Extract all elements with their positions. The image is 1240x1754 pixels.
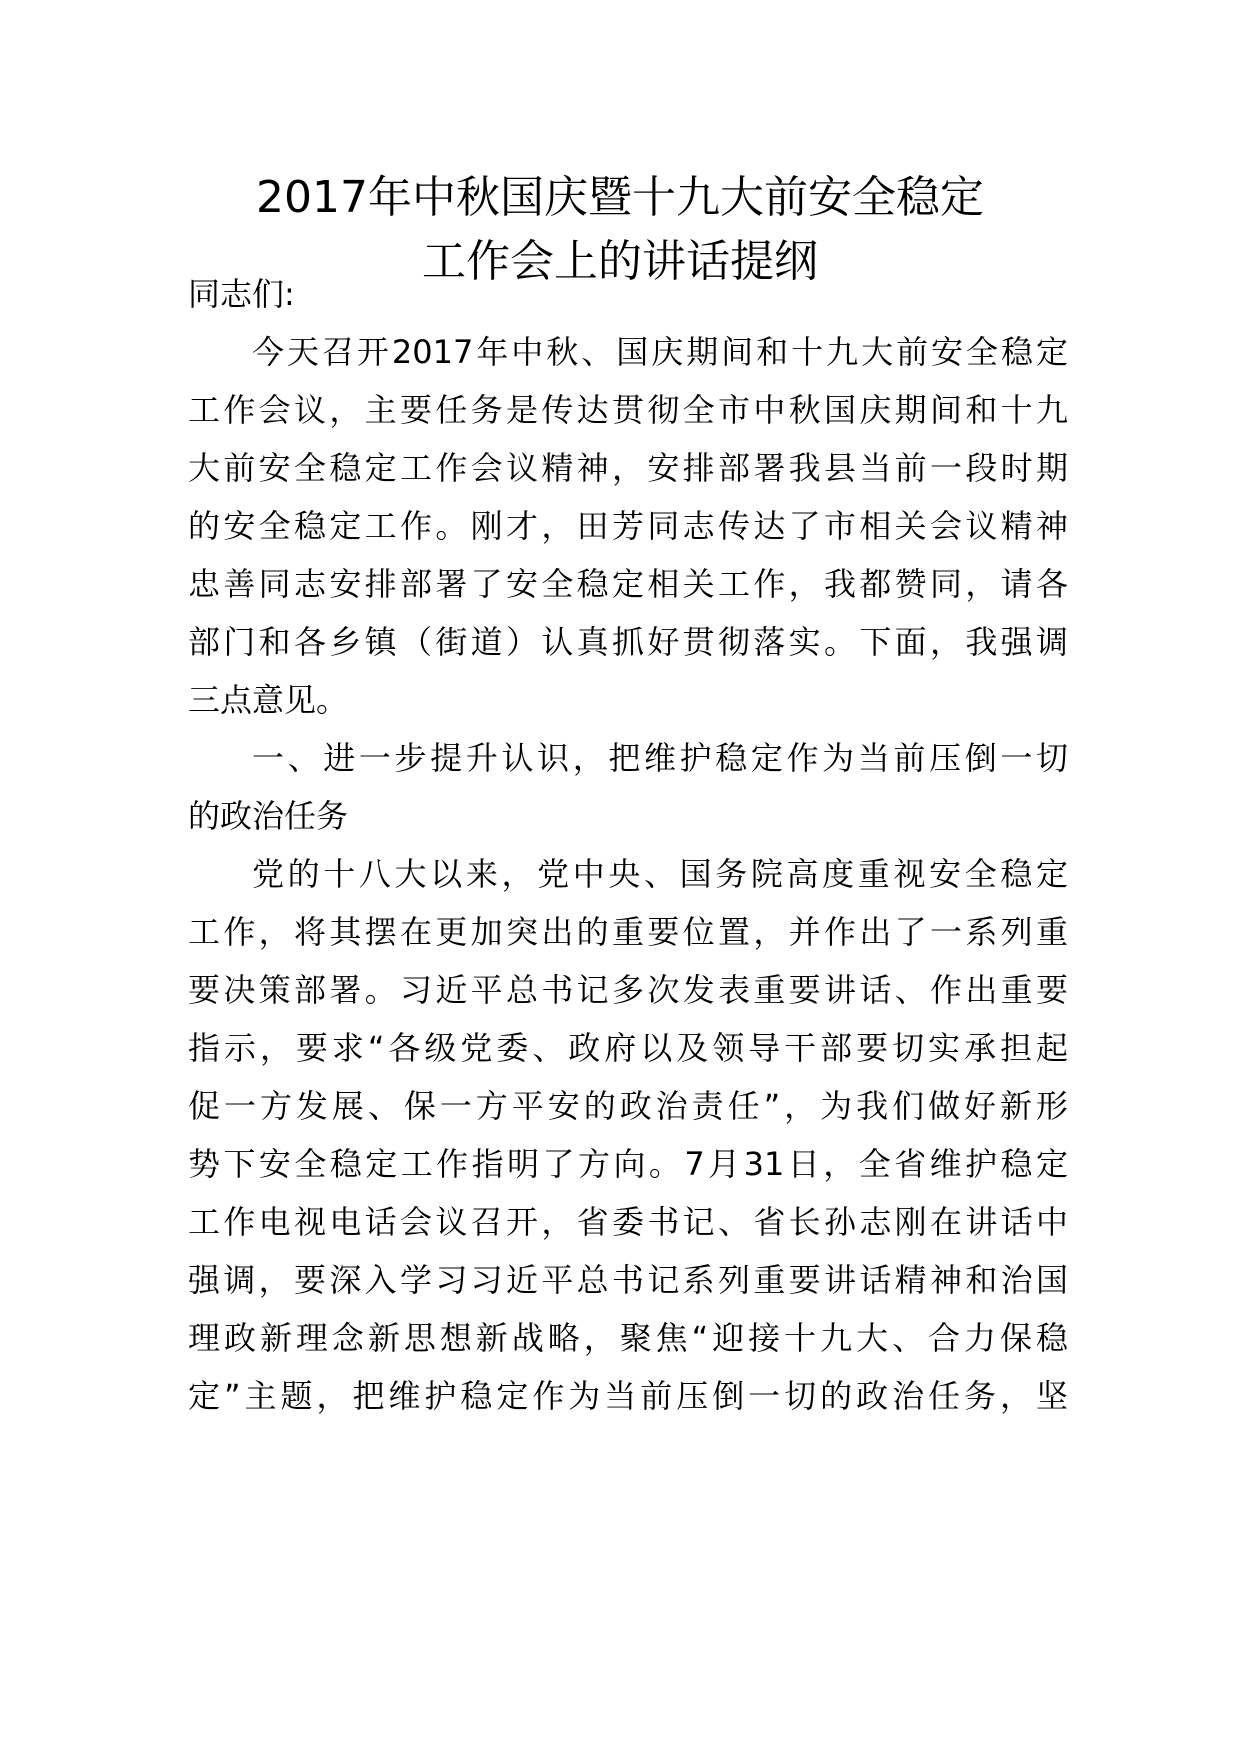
paragraph-line: 三点意见。 [188, 681, 349, 719]
paragraph-line: 势下安全稳定工作指明了方向。7月31日，全省维护稳定 [188, 1145, 1068, 1183]
paragraph-line: 定”主题，把维护稳定作为当前压倒一切的政治任务，坚 [188, 1377, 1068, 1415]
paragraph-line: 工作会议，主要任务是传达贯彻全市中秋国庆期间和十九 [188, 391, 1068, 429]
paragraph-line: 的安全稳定工作。刚才，田芳同志传达了市相关会议精神 [188, 507, 1068, 545]
paragraph-line: 今天召开2017年中秋、国庆期间和十九大前安全稳定 [252, 333, 1068, 371]
paragraph-line: 工作，将其摆在更加突出的重要位置，并作出了一系列重 [188, 913, 1068, 951]
paragraph-line: 理政新理念新思想新战略，聚焦“迎接十九大、合力保稳 [188, 1319, 1068, 1357]
section-heading-line: 的政治任务 [188, 797, 349, 835]
paragraph-line: 促一方发展、保一方平安的政治责任”，为我们做好新形 [188, 1087, 1068, 1125]
paragraph-line: 强调，要深入学习习近平总书记系列重要讲话精神和治国 [188, 1261, 1068, 1299]
salutation: 同志们: [188, 275, 295, 313]
paragraph-line: 党的十八大以来，党中央、国务院高度重视安全稳定 [252, 855, 1068, 893]
section-heading-line: 一、进一步提升认识，把维护稳定作为当前压倒一切 [252, 739, 1068, 777]
paragraph-line: 工作电视电话会议召开，省委书记、省长孙志刚在讲话中 [188, 1203, 1068, 1241]
paragraph-line: 忠善同志安排部署了安全稳定相关工作，我都赞同，请各 [188, 565, 1068, 603]
paragraph-line: 大前安全稳定工作会议精神，安排部署我县当前一段时期 [188, 449, 1068, 487]
paragraph-line: 指示，要求“各级党委、政府以及领导干部要切实承担起 [188, 1029, 1068, 1067]
document-title-line-2: 工作会上的讲话提纲 [422, 236, 818, 287]
document-title-line-1: 2017年中秋国庆暨十九大前安全稳定 [256, 172, 984, 223]
paragraph-line: 要决策部署。习近平总书记多次发表重要讲话、作出重要 [188, 971, 1068, 1009]
paragraph-line: 部门和各乡镇（街道）认真抓好贯彻落实。下面，我强调 [188, 623, 1068, 661]
